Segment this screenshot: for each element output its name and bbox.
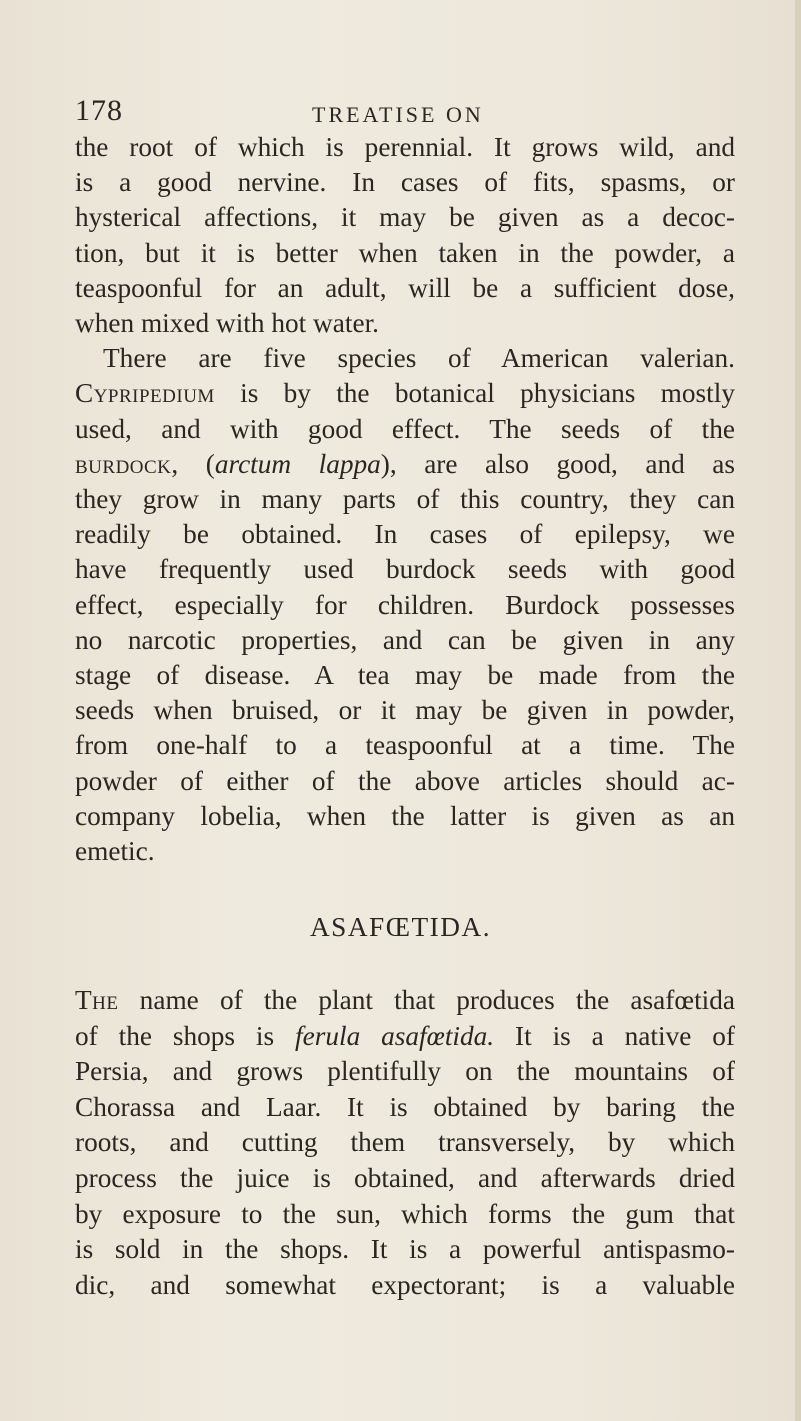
text-line: is sold in the shops. It is a powerful antispasmo-	[75, 1234, 735, 1265]
text-line: stage of disease. A tea may be made from the	[75, 660, 735, 691]
text-line: teaspoonful for an adult, will be a sufficient dose,	[75, 272, 735, 303]
page-number: 178	[75, 94, 123, 127]
text-line	[75, 376, 735, 411]
text-line: There are five species of American valerian.	[103, 343, 735, 374]
text-line: Chorassa and Laar. It is obtained by baring the	[75, 1091, 735, 1122]
text-line: dic, and somewhat expectorant; is a valuable	[75, 1269, 735, 1300]
text-line: they grow in many parts of this country, they can	[75, 484, 735, 515]
page-edge	[795, 0, 801, 1421]
text-line: seeds when bruised, or it may be given in powder,	[75, 695, 735, 726]
small-caps-term: The	[75, 985, 119, 1015]
text-line: hysterical affections, it may be given as a decoc-	[75, 202, 735, 233]
running-head: TREATISE ON	[312, 102, 484, 127]
text-line: no narcotic properties, and can be given in any	[75, 624, 735, 655]
text-line	[75, 983, 735, 1019]
section-heading: ASAFŒTIDA.	[309, 912, 492, 942]
text-line: have frequently used burdock seeds with good	[75, 554, 735, 585]
text-line: readily be obtained. In cases of epilepsy, we	[75, 519, 735, 550]
small-caps-term: Cypripedium	[75, 378, 215, 409]
italic-term: ferula asafœtida.	[295, 1020, 495, 1051]
page-header	[75, 94, 735, 134]
text-line: the root of which is perennial. It grows wild, and	[75, 132, 735, 162]
text-fragment: is by the botanical physicians mostly	[214, 378, 735, 409]
text-fragment: It is a native of	[494, 1020, 735, 1051]
text-line: is a good nervine. In cases of fits, spasms, or	[75, 167, 735, 198]
small-caps-term: burdock	[75, 448, 172, 479]
text-line: powder of either of the above articles should ac-	[75, 765, 735, 796]
text-line	[75, 1019, 735, 1055]
text-line: roots, and cutting them transversely, by which	[75, 1127, 735, 1158]
text-fragment: of the shops is	[75, 1020, 296, 1051]
text-line: process the juice is obtained, and afterwards dried	[75, 1162, 735, 1193]
text-line: emetic.	[75, 836, 155, 867]
text-line: by exposure to the sun, which forms the gum that	[75, 1198, 735, 1229]
text-line: Persia, and grows plentifully on the mountains of	[75, 1056, 735, 1087]
section-text	[75, 983, 735, 1303]
text-line: company lobelia, when the latter is given as an	[75, 800, 735, 831]
italic-term: arctum lappa	[214, 448, 381, 479]
text-fragment: , (	[171, 448, 215, 479]
text-fragment: ), are also good, and as	[380, 448, 735, 479]
text-line	[75, 447, 735, 482]
text-line: used, and with good effect. The seeds of the	[75, 413, 735, 444]
text-line: from one-half to a teaspoonful at a time. The	[75, 730, 735, 761]
text-fragment: name of the plant that produces the asafœtida	[118, 985, 735, 1015]
main-text	[75, 130, 735, 869]
text-line: effect, especially for children. Burdock possesses	[75, 589, 735, 620]
text-line: when mixed with hot water.	[75, 308, 379, 339]
text-line: tion, but it is better when taken in the powder, a	[75, 237, 735, 268]
